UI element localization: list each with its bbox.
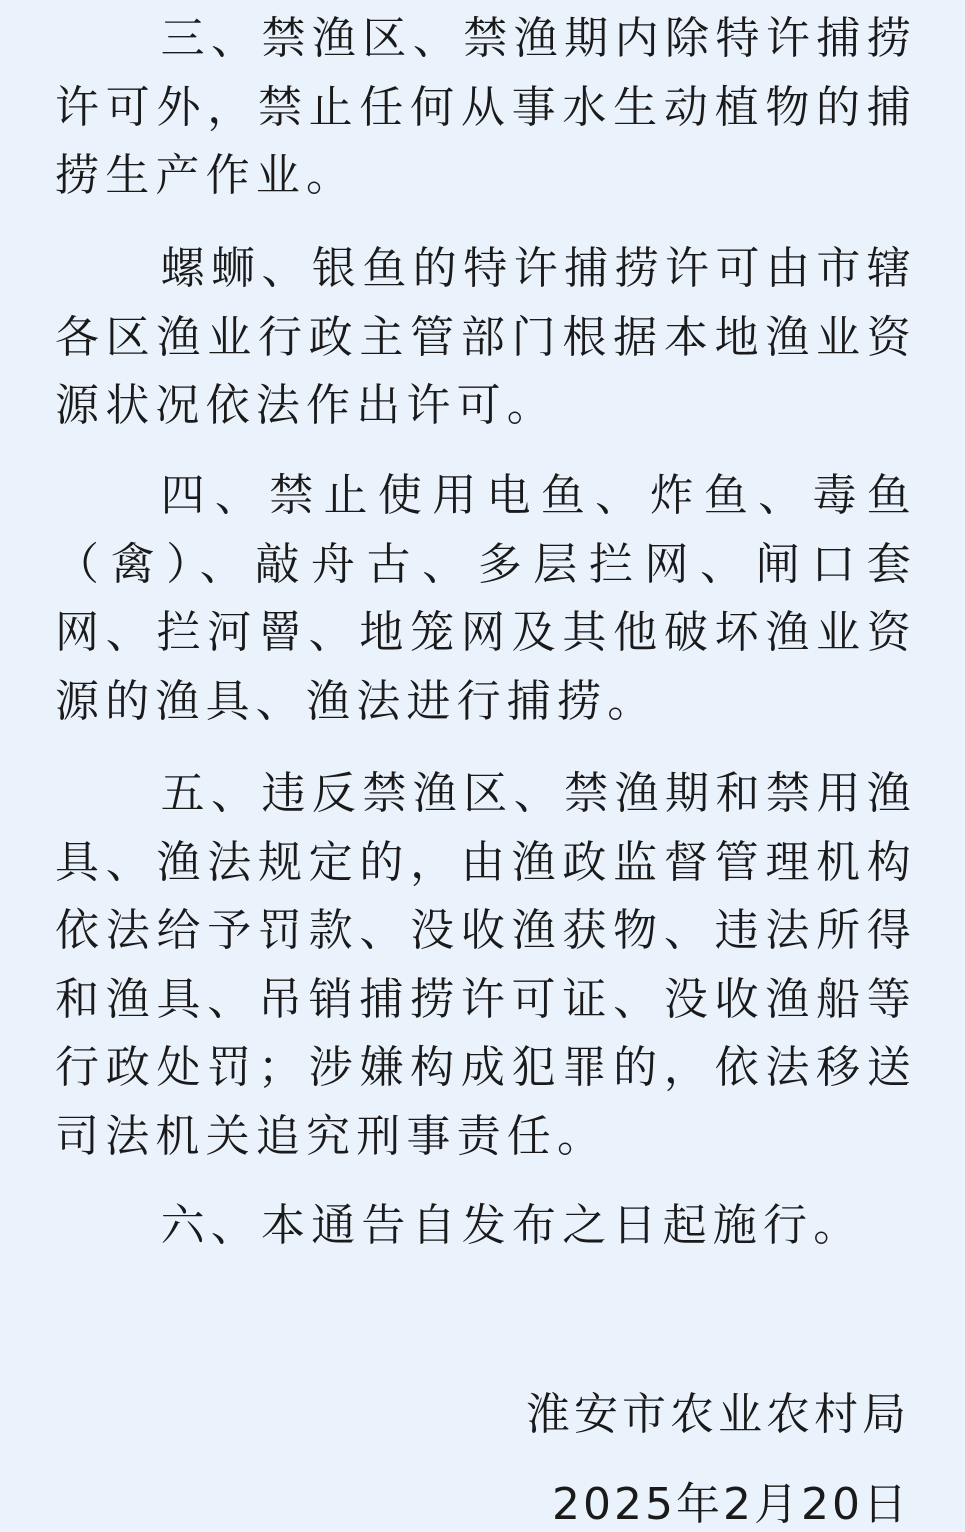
signature-organization: 淮安市农业农村局 [526, 1389, 910, 1440]
paragraph-article-6: 六、本通告自发布之日起施行。 [160, 1200, 864, 1251]
paragraph-article-3: 三、禁渔区、禁渔期内除特许捕捞许可外，禁止任何从事水生动植物的捕捞生产作业。 [55, 13, 917, 201]
paragraph-special-permit: 螺蛳、银鱼的特许捕捞许可由市辖各区渔业行政主管部门根据本地渔业资源状况依法作出许可。 [55, 243, 917, 431]
paragraph-article-4: 四、禁止使用电鱼、炸鱼、毒鱼（禽）、敲舟古、多层拦网、闸口套网、拦河罾、地笼网及其他破坏渔业资源的渔具、渔法进行捕捞。 [55, 470, 917, 727]
paragraph-article-5: 五、违反禁渔区、禁渔期和禁用渔具、渔法规定的，由渔政监督管理机构依法给予罚款、没收渔获物、违法所得和渔具、吊销捕捞许可证、没收渔船等行政处罚；涉嫌构成犯罪的，依法移送司法机关追究刑事责任。 [55, 768, 917, 1162]
signature-date: 2025年2月20日 [552, 1479, 910, 1530]
